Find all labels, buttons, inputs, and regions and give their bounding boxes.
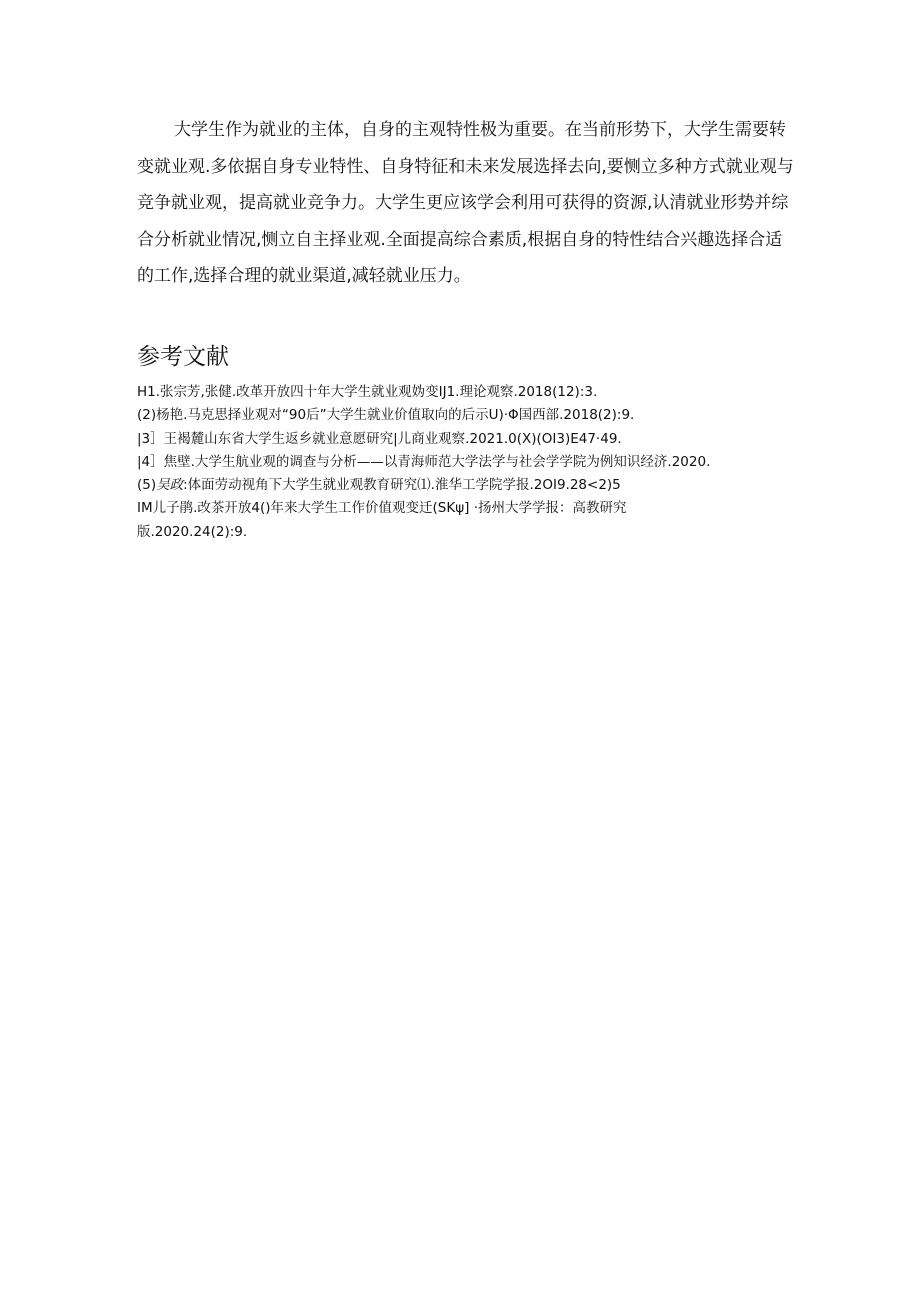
- paragraph-line: 大学生作为就业的主体，自身的主观特性极为重要。在当前形势下，大学生需要转: [174, 120, 786, 140]
- paragraph-line: 合分析就业情况,恻立自主择业观.全面提高综合素质,根据自身的特性结合兴趣选择合适: [137, 229, 783, 250]
- reference-item-3: |3］王褐麓山东省大学生返乡就业意愿研究|儿商业观察.2021.0(X)(OI3)E47·49.: [137, 430, 622, 447]
- reference-item-5-author: 吴政: [156, 477, 184, 494]
- references-heading: 参考文献: [137, 344, 229, 370]
- paragraph-line: 变就业观.多依据自身专业特性、自身特征和未来发展选择去向,要恻立多种方式就业观与: [137, 156, 794, 177]
- body-paragraph: [137, 112, 794, 295]
- reference-item-4: |4］焦壁.大学生航业观的调查与分析——以青海师范大学法学与社会学学院为例知识经济.2020.: [137, 453, 711, 470]
- paragraph-line: 的工作,选择合理的就业渠道,减轻就业压力。: [137, 266, 471, 286]
- paragraph-line: 竞争就业观，提高就业竞争力。大学生更应该学会利用可获得的资源,认清就业形势并综: [137, 193, 789, 213]
- reference-item-5: [137, 474, 797, 497]
- reference-item-5-prefix: (5): [137, 477, 157, 494]
- reference-list: [137, 381, 797, 544]
- reference-item-1: H1.张宗芳,张健.改革开放四十年大学生就业观妫变IJ1.理论观察.2018(12):3.: [137, 384, 598, 400]
- reference-item-5-text: :体面劳动视角下大学生就业观教育研究⑴.淮华工学院学报.2OI9.28<2)5: [183, 477, 621, 494]
- reference-item-2: (2)杨艳.马克思择业观对“90后”大学生就业价值取向的后示U)·Φ国西部.2018(2):9.: [137, 407, 635, 424]
- reference-item-6-continued: 版.2020.24(2):9.: [137, 523, 248, 540]
- reference-item-6: IM儿子鹃.改茶开放4()年来大学生工作价值观变迁(SKψ] ·扬州大学学报：高教研究: [137, 500, 627, 517]
